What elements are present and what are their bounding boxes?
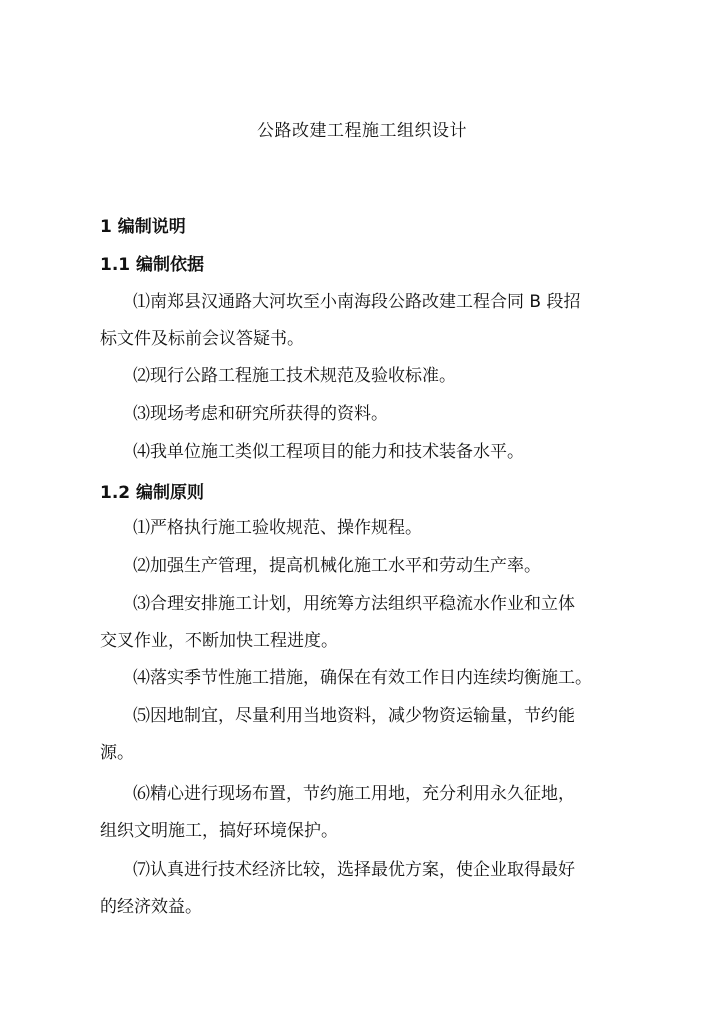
principle-item-7-line-2: 的经济效益。 [100, 897, 202, 917]
principle-item-1-line-1: ⑴严格执行施工验收规范、操作规程。 [133, 518, 422, 538]
basis-item-1-line-2: 标文件及标前会议答疑书。 [100, 329, 304, 349]
principle-item-6 [100, 776, 630, 850]
basis-item-4-line-1: ⑷我单位施工类似工程项目的能力和技术装备水平。 [133, 442, 524, 462]
principle-item-2 [100, 548, 630, 585]
principle-item-5-line-1: ⑸因地制宜，尽量利用当地资料，减少物资运输量，节约能 [133, 706, 575, 726]
document-title: 公路改建工程施工组织设计 [257, 121, 467, 141]
basis-item-1 [100, 284, 630, 358]
principle-item-2-line-1: ⑵加强生产管理，提高机械化施工水平和劳动生产率。 [133, 556, 541, 576]
principle-item-6-line-2: 组织文明施工，搞好环境保护。 [100, 821, 338, 841]
principle-item-3-line-1: ⑶合理安排施工计划，用统筹方法组织平稳流水作业和立体 [133, 594, 575, 614]
basis-item-1-line-1: ⑴南郑县汉通路大河坎至小南海段公路改建工程合同 B 段招 [133, 292, 581, 312]
principle-item-7-line-1: ⑺认真进行技术经济比较，选择最优方案，使企业取得最好 [133, 860, 575, 880]
principle-item-7 [100, 852, 630, 926]
principle-item-6-line-1: ⑹精心进行现场布置，节约施工用地，充分利用永久征地， [133, 784, 575, 804]
section-heading-1: 1 编制说明 [100, 217, 186, 237]
basis-item-4 [100, 434, 630, 471]
basis-item-2-line-1: ⑵现行公路工程施工技术规范及验收标准。 [133, 366, 456, 386]
basis-item-3 [100, 396, 630, 433]
basis-item-2 [100, 358, 630, 395]
principle-item-3 [100, 586, 630, 660]
principle-item-4 [100, 660, 630, 697]
section-heading-1-2: 1.2 编制原则 [100, 483, 205, 503]
principle-item-3-line-2: 交叉作业，不断加快工程进度。 [100, 631, 338, 651]
principle-item-4-line-1: ⑷落实季节性施工措施，确保在有效工作日内连续均衡施工。 [133, 668, 592, 688]
principle-item-5-line-2: 源。 [100, 743, 134, 763]
section-heading-1-1: 1.1 编制依据 [100, 255, 205, 275]
principle-item-1 [100, 510, 630, 547]
principle-item-5 [100, 698, 630, 772]
basis-item-3-line-1: ⑶现场考虑和研究所获得的资料。 [133, 404, 388, 424]
